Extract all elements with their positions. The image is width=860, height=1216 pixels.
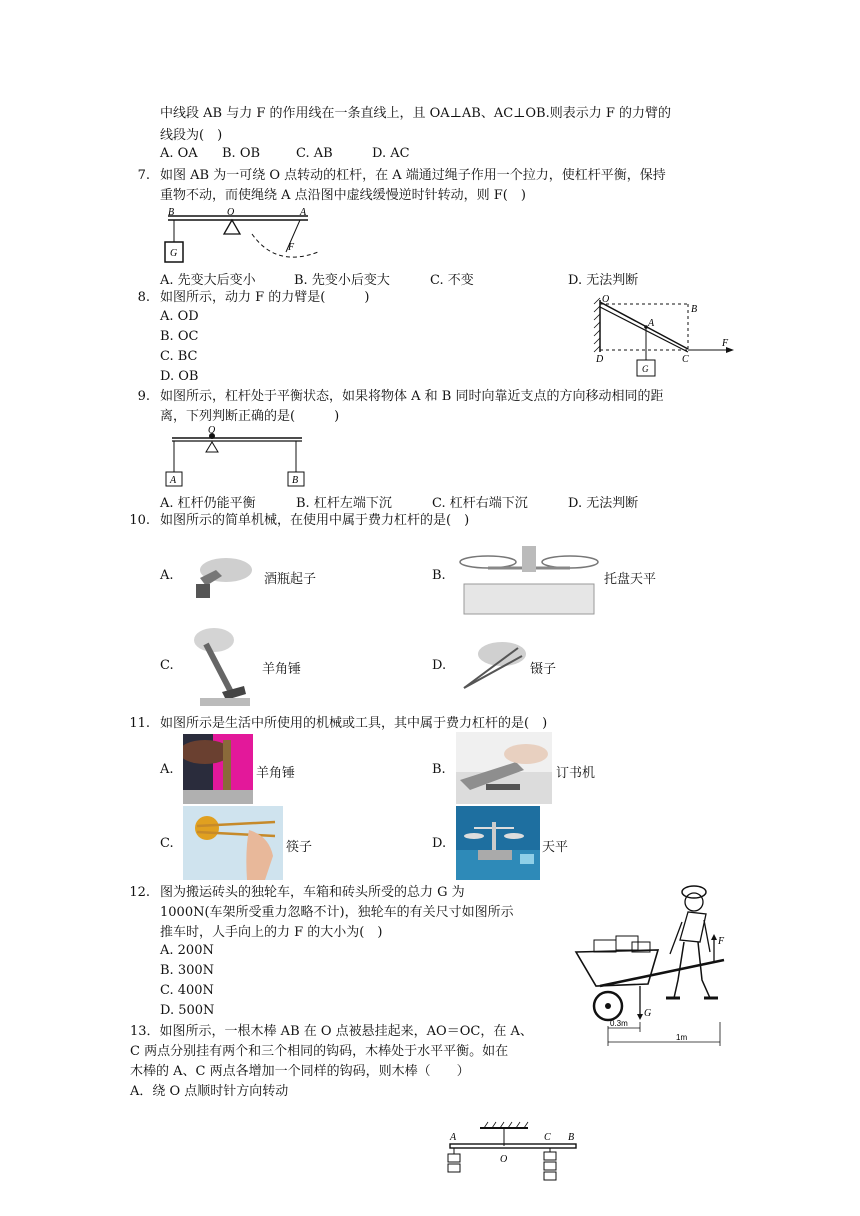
q11-option-c-caption: 筷子 [286,840,313,855]
q11-balance-photo [456,806,540,880]
q12-text-line3: 推车时，人手向上的力 F 的大小为( ) [160,925,383,940]
q12-option-a: A. 200N [160,943,214,958]
q12-force-f-arrow [711,934,717,940]
q11-option-d-letter: D. [432,836,447,851]
q10-text-line1: 如图所示的简单机械，在使用中属于费力杠杆的是( ) [160,513,470,528]
q8-label-d: D [596,354,604,365]
q12-force-g-arrow [637,1014,643,1020]
q11-text-line1: 如图所示是生活中所使用的机械或工具，其中属于费力杠杆的是( ) [160,716,548,731]
q8-text-line1: 如图所示，动力 F 的力臂是( ) [160,290,370,305]
q11-option-a-caption: 羊角锤 [256,766,296,781]
q13-weight-a2 [448,1164,460,1172]
q10-bottle-cap [196,584,210,598]
q9-label-a: A [170,475,177,486]
q7-label-b: B [168,207,175,218]
q9-option-a: A. 杠杆仍能平衡 [160,496,256,511]
q10-pointer-stand [522,546,536,572]
q12-label-f: F [718,936,725,947]
q9-label-o: O [208,425,216,436]
q10-option-b-letter: B. [432,568,446,583]
q8-wall-hatching [594,298,600,352]
q10-option-a-caption: 酒瓶起子 [264,572,317,587]
q8-label-o: O [602,294,610,305]
q11-hammer-photo [183,734,253,804]
q11-option-b-letter: B. [432,762,446,777]
q10-tweezers-image [456,636,530,694]
q9-fulcrum [206,442,218,452]
q7-label-g: G [170,248,178,259]
q12-text-line2: 1000N(车架所受重力忽略不计)，独轮车的有关尺寸如图所示 [160,905,514,920]
q10-option-b-caption: 托盘天平 [604,572,657,587]
q10-balance-base [464,584,594,614]
q13-weight-a1 [448,1154,460,1162]
q6-option-b: B. OB [222,146,261,161]
q9-option-d: D. 无法判断 [568,496,639,511]
q9-option-b: B. 杠杆左端下沉 [296,496,392,511]
q11-chopsticks-photo [183,806,283,880]
q7-text-line2: 重物不动，而使绳绕 A 点沿图中虚线缓慢逆时针转动，则 F( ) [160,188,526,203]
q13-text-line3: 木棒的 A、C 两点各增加一个同样的钩码，则木棒（ ） [130,1064,470,1079]
q6-option-c: C. AB [296,146,333,161]
q8-option-b: B. OC [160,329,199,344]
q10-option-a-letter: A. [160,568,174,583]
q8-lever-figure [590,294,740,380]
q9-option-c: C. 杠杆右端下沉 [432,496,528,511]
q8-label-c: C [682,354,689,365]
q7-label-a: A [300,207,307,218]
q10-bottle-opener-image [186,548,256,604]
q7-option-c: C. 不变 [430,273,474,288]
q12-option-d: D. 500N [160,1003,215,1018]
q7-text-line1: 如图 AB 为一可绕 O 点转动的杠杆，在 A 端通过绳子作用一个拉力，使杠杆平衡，保持 [160,168,666,183]
q8-option-c: C. BC [160,349,198,364]
q13-weight-c2 [544,1162,556,1170]
q9-label-b: B [292,475,299,486]
q12-text-line1: 图为搬运砖头的独轮车，车箱和砖头所受的总力 G 为 [160,885,465,900]
q10-right-pan [542,556,598,568]
q12-option-c: C. 400N [160,983,214,998]
q13-text-line1: 13．如图所示，一根木棒 AB 在 O 点被悬挂起来，AO＝OC，在 A、 [130,1024,533,1039]
q10-claw-hammer-image [186,622,256,710]
q8-label-b: B [691,304,698,315]
q6-option-a: A. OA [160,146,198,161]
q9-text-line1: 如图所示，杠杆处于平衡状态，如果将物体 A 和 B 同时向靠近支点的方向移动相同的距 [160,389,664,404]
q6-text-line1: 中线段 AB 与力 F 的作用线在一条直线上，且 OA⊥AB、AC⊥OB.则表示力 F 的力臂的 [160,106,672,121]
q11-option-c-letter: C. [160,836,174,851]
q8-label-a: A [648,318,655,329]
q8-option-a: A. OD [160,309,199,324]
q10-option-c-caption: 羊角锤 [262,662,302,677]
q11-stapler-photo [456,732,552,804]
q7-label-o: O [227,207,235,218]
q10-number: 10. [129,513,150,528]
q12-brick1 [594,940,616,952]
q8-label-f: F [722,338,729,349]
q9-text-line2: 离，下列判断正确的是( ) [160,409,340,424]
q12-handle [600,960,724,986]
q10-balance-image [456,538,602,618]
q6-text-line2: 线段为( ) [160,128,223,143]
q8-number: 8. [137,290,150,305]
q12-barrow-bin [576,950,658,986]
q13-stick-figure [440,1120,590,1184]
q12-brick2 [616,936,638,950]
q12-label-d1: 0.3m [610,1019,628,1028]
q8-label-g: G [642,364,649,374]
q13-label-b: B [568,1132,575,1143]
q10-option-d-caption: 镊子 [530,662,557,677]
q11-option-b-caption: 订书机 [556,766,596,781]
q10-hammer-hand [194,628,234,652]
q7-option-a: A. 先变大后变小 [160,273,256,288]
q13-label-a: A [450,1132,457,1143]
q7-option-b: B. 先变小后变大 [294,273,390,288]
q7-option-d: D. 无法判断 [568,273,639,288]
q13-weight-c3 [544,1172,556,1180]
q12-axle [605,1003,611,1009]
q13-weight-c1 [544,1152,556,1160]
q8-option-d: D. OB [160,369,199,384]
q10-option-d-letter: D. [432,658,447,673]
q8-lever-bar-lower [600,307,688,352]
q13-stick [450,1144,576,1148]
q7-label-f: F [288,242,295,253]
q10-option-c-letter: C. [160,658,174,673]
q13-text-line2: C 两点分别挂有两个和三个相同的钩码，木棒处于水平平衡。如在 [130,1044,509,1059]
q12-option-b: B. 300N [160,963,215,978]
q13-label-o: O [500,1154,508,1165]
q12-worker-body [680,912,706,942]
q12-worker-head [685,893,703,911]
q7-fulcrum [224,220,240,234]
q10-left-pan [460,556,516,568]
q10-tweezers-hand [478,642,526,666]
q9-lever-figure [162,424,312,490]
q11-option-d-caption: 天平 [542,840,569,855]
q9-number: 9. [137,389,150,404]
q12-label-g: G [644,1008,652,1019]
q12-helmet [682,886,706,898]
q11-option-a-letter: A. [160,762,174,777]
q12-number: 12. [129,885,150,900]
q7-number: 7. [137,168,150,183]
q13-option-a: A．绕 O 点顺时针方向转动 [130,1084,289,1099]
q7-lever-figure [160,206,330,268]
q8-lever-bar [600,302,688,349]
q12-label-d2: 1m [676,1033,688,1042]
q13-label-c: C [544,1132,551,1143]
q12-wheelbarrow-figure [570,880,740,1048]
q7-dashed-arc [252,234,318,257]
q6-option-d: D. AC [372,146,410,161]
q11-number: 11. [129,716,150,731]
q10-board [200,698,250,706]
